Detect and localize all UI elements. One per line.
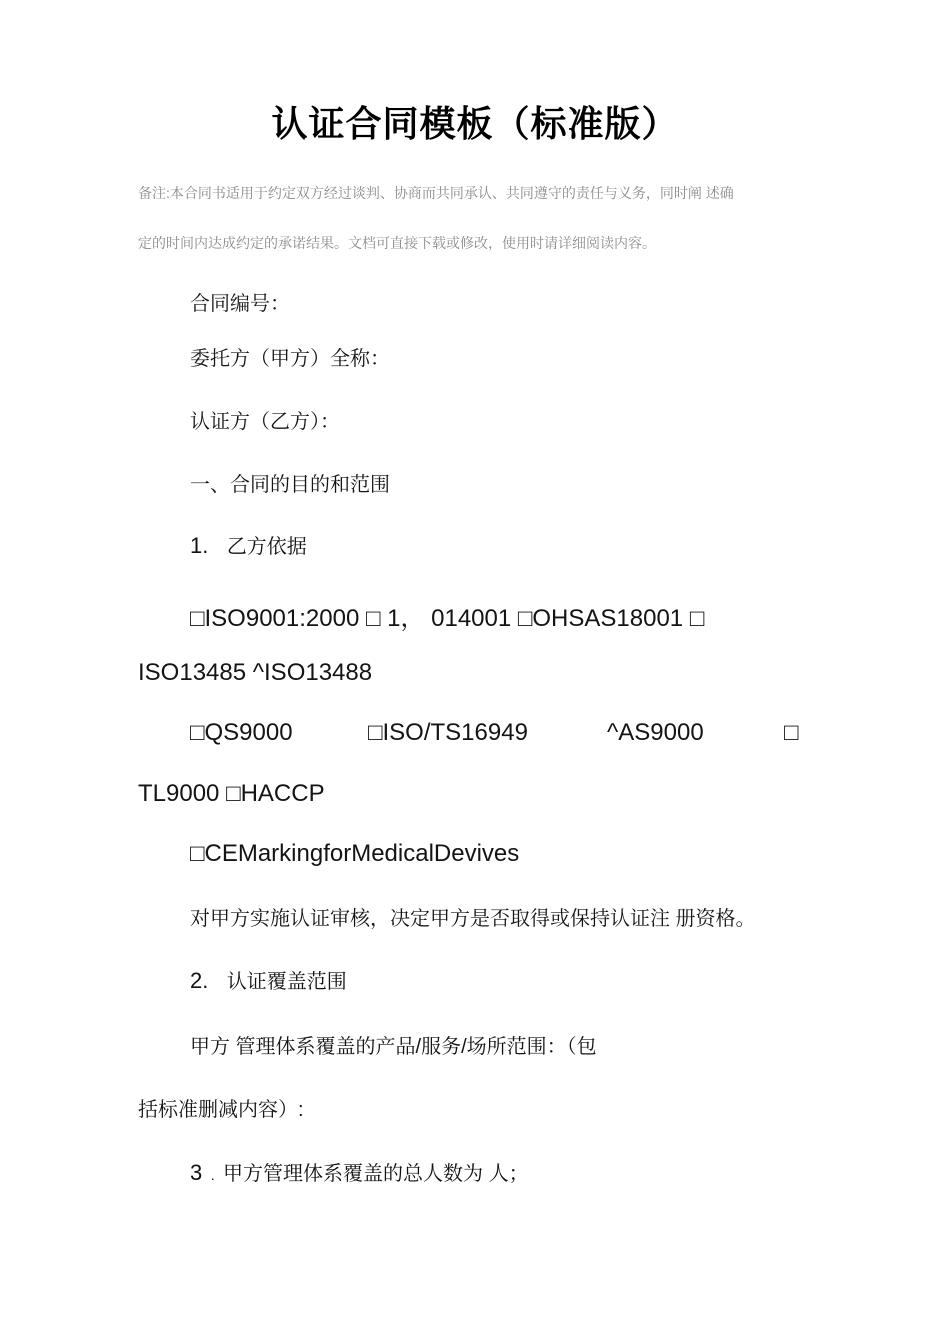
item-3 <box>190 1157 529 1186</box>
checkbox-symbol: □ <box>784 719 799 746</box>
item-1-text: 乙方依据 <box>226 536 307 558</box>
scope-line-1: 甲方 管理体系覆盖的产品/服务/场所范围：（包 <box>190 1036 597 1058</box>
item-3-number: 3 <box>190 1160 203 1185</box>
item-2-text: 认证覆盖范围 <box>226 971 347 993</box>
item-2-number: 2. <box>190 968 209 993</box>
standard-qs9000: □QS9000 <box>190 719 293 746</box>
item-3-dot: . <box>210 1167 215 1183</box>
item-2 <box>190 965 347 994</box>
document-title: 认证合同模板（标准版） <box>271 103 679 144</box>
party-a-field: 委托方（甲方）全称： <box>190 348 390 370</box>
standards-line-2: ISO13485 ^ISO13488 <box>138 659 373 686</box>
item-3-text: 甲方管理体系覆盖的总人数为 人； <box>223 1163 529 1185</box>
contract-number-field: 合同编号： <box>190 293 290 315</box>
item-1-number: 1. <box>190 533 209 558</box>
note-line-1: 备注:本合同书适用于约定双方经过谈判、协商而共同承认、共同遵守的责任与义务，同时阐 述确 <box>138 185 734 201</box>
section-1-heading: 一、合同的目的和范围 <box>190 474 390 496</box>
note-line-2: 定的时间内达成约定的承诺结果。文档可直接下载或修改，使用时请详细阅读内容。 <box>138 235 656 251</box>
audit-purpose-text: 对甲方实施认证审核，决定甲方是否取得或保持认证注 册资格。 <box>190 908 756 930</box>
item-1 <box>190 530 307 559</box>
standard-iso-ts16949: □ISO/TS16949 <box>368 719 528 746</box>
scope-line-2: 括标准删减内容）: <box>138 1099 304 1121</box>
standards-line-5: □CEMarkingforMedicalDevives <box>190 840 520 867</box>
standards-line-4: TL9000 □HACCP <box>138 780 325 807</box>
standards-line-1: □ISO9001:2000 □ 1， 014001 □OHSAS18001 □ <box>190 605 705 632</box>
party-b-field: 认证方（乙方）： <box>190 411 340 433</box>
standard-as9000: ^AS9000 <box>607 719 704 746</box>
